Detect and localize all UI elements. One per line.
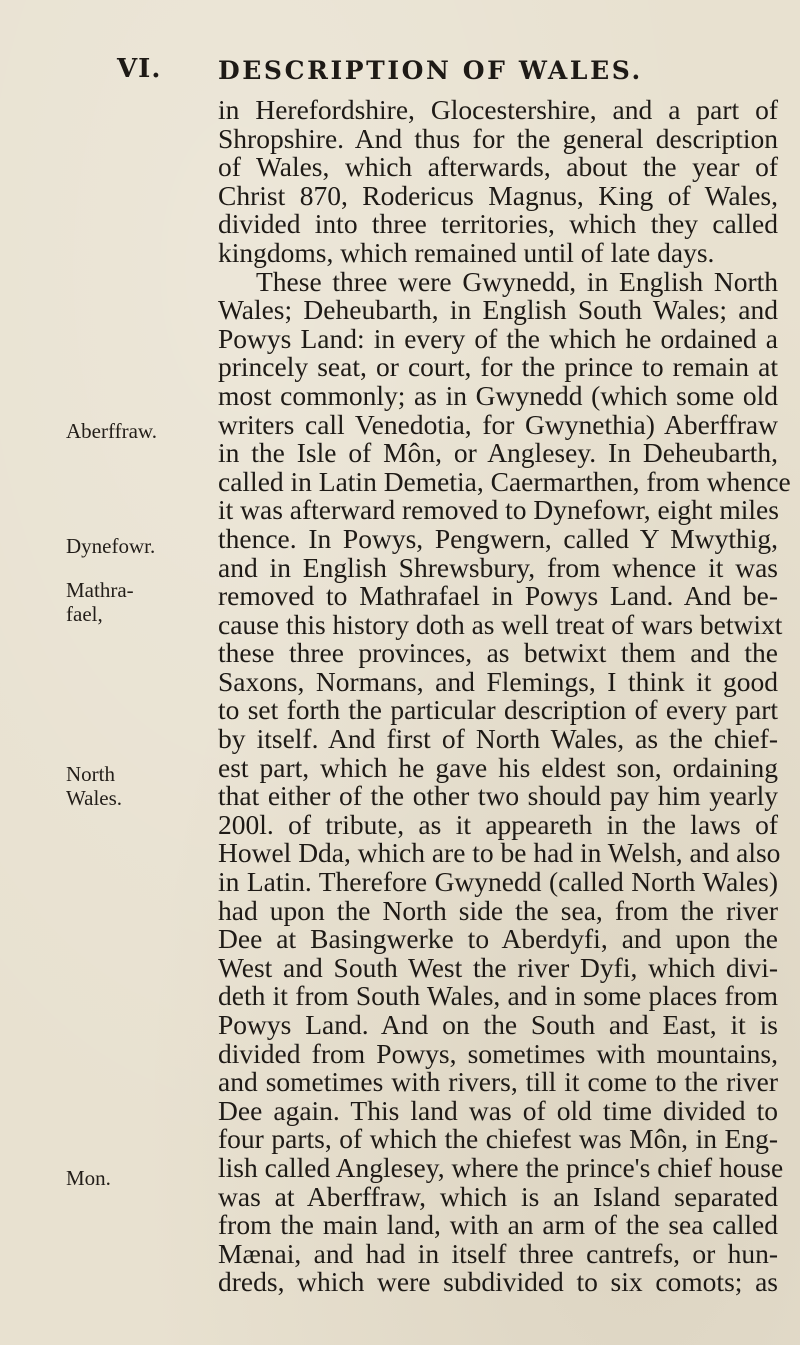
text-line: it was afterward removed to Dynefowr, eight miles	[218, 494, 779, 526]
margin-note-mathrafael	[66, 578, 206, 626]
text-line: four parts, of which the chiefest was Môn, in Eng-	[218, 1123, 778, 1155]
margin-note-line: Dynefowr.	[66, 534, 156, 558]
page-number: VI.	[117, 54, 162, 84]
text-line: cause this history doth as well treat of wars betwixt	[218, 608, 783, 640]
text-line: Wales; Deheubarth, in English South Wales; and	[218, 294, 778, 326]
text-line: 200l. of tribute, as it appeareth in the laws of	[218, 808, 778, 840]
text-line: Dee at Basingwerke to Aberdyfi, and upon the	[218, 923, 778, 955]
margin-note-line: Wales.	[66, 786, 123, 810]
text-line: These three were Gwynedd, in English North	[256, 265, 778, 297]
text-line: these three provinces, as betwixt them and the	[218, 637, 778, 669]
text-line: lish called Anglesey, where the prince's chief house	[218, 1151, 784, 1183]
text-line: and sometimes with rivers, till it come to the river	[218, 1066, 778, 1098]
text-line: Howel Dda, which are to be had in Welsh, and also	[218, 837, 781, 869]
text-line: divided into three territories, which they called	[218, 208, 778, 240]
margin-note-aberffraw	[66, 419, 206, 443]
text-line: by itself. And first of North Wales, as the chief-	[218, 723, 778, 755]
text-line: from the main land, with an arm of the sea called	[218, 1209, 778, 1241]
margin-note-line: Mon.	[66, 1166, 111, 1190]
text-line: dreds, which were subdivided to six comots; as	[218, 1266, 778, 1298]
margin-note-line: Aberffraw.	[66, 419, 157, 443]
text-line: of Wales, which afterwards, about the year of	[218, 151, 778, 183]
margin-note-dynefowr	[66, 534, 206, 558]
text-line: most commonly; as in Gwynedd (which some old	[218, 379, 778, 411]
text-line: Dee again. This land was of old time divided to	[218, 1094, 778, 1126]
text-line: that either of the other two should pay him yearly	[218, 780, 778, 812]
text-line: Christ 870, Rodericus Magnus, King of Wales,	[218, 179, 778, 211]
text-line: Mænai, and had in itself three cantrefs, or hun-	[218, 1237, 778, 1269]
text-line: called in Latin Demetia, Caermarthen, from whence	[218, 465, 791, 497]
text-line: and in English Shrewsbury, from whence it was	[218, 551, 778, 583]
text-line: princely seat, or court, for the prince to remain at	[218, 351, 778, 383]
margin-note-line: fael,	[66, 602, 103, 626]
text-line: est part, which he gave his eldest son, ordaining	[218, 751, 778, 783]
running-title: DESCRIPTION OF WALES.	[218, 56, 643, 85]
text-line: in the Isle of Môn, or Anglesey. In Deheubarth,	[218, 437, 778, 469]
text-line: removed to Mathrafael in Powys Land. And be-	[218, 580, 778, 612]
text-line: in Latin. Therefore Gwynedd (called North Wales)	[218, 866, 778, 898]
text-line: kingdoms, which remained until of late days.	[218, 236, 715, 268]
text-line: Powys Land. And on the South and East, it is	[218, 1009, 778, 1040]
text-line: West and South West the river Dyfi, which divi-	[218, 951, 778, 983]
text-line: divided from Powys, sometimes with mountains,	[218, 1037, 778, 1069]
text-line: thence. In Powys, Pengwern, called Y Mwythig,	[218, 522, 778, 554]
margin-note-line: Mathra-	[66, 578, 134, 602]
text-line: Powys Land: in every of the which he ordained a	[218, 322, 778, 354]
text-line: in Herefordshire, Glocestershire, and a part of	[218, 94, 778, 125]
text-line: writers call Venedotia, for Gwynethia) Aberffraw	[218, 408, 778, 440]
text-line: had upon the North side the sea, from the river	[218, 894, 778, 926]
text-line: to set forth the particular description of every part	[218, 694, 778, 726]
text-line: Shropshire. And thus for the general description	[218, 122, 778, 154]
text-line: Saxons, Normans, and Flemings, I think it good	[218, 665, 778, 697]
body-text	[218, 94, 791, 1298]
margin-note-north-wales	[66, 762, 206, 810]
text-line: deth it from South Wales, and in some places from	[218, 980, 778, 1012]
margin-note-line: North	[66, 762, 115, 786]
text-line: was at Aberffraw, which is an Island separated	[218, 1180, 778, 1212]
margin-note-mon	[66, 1166, 206, 1190]
